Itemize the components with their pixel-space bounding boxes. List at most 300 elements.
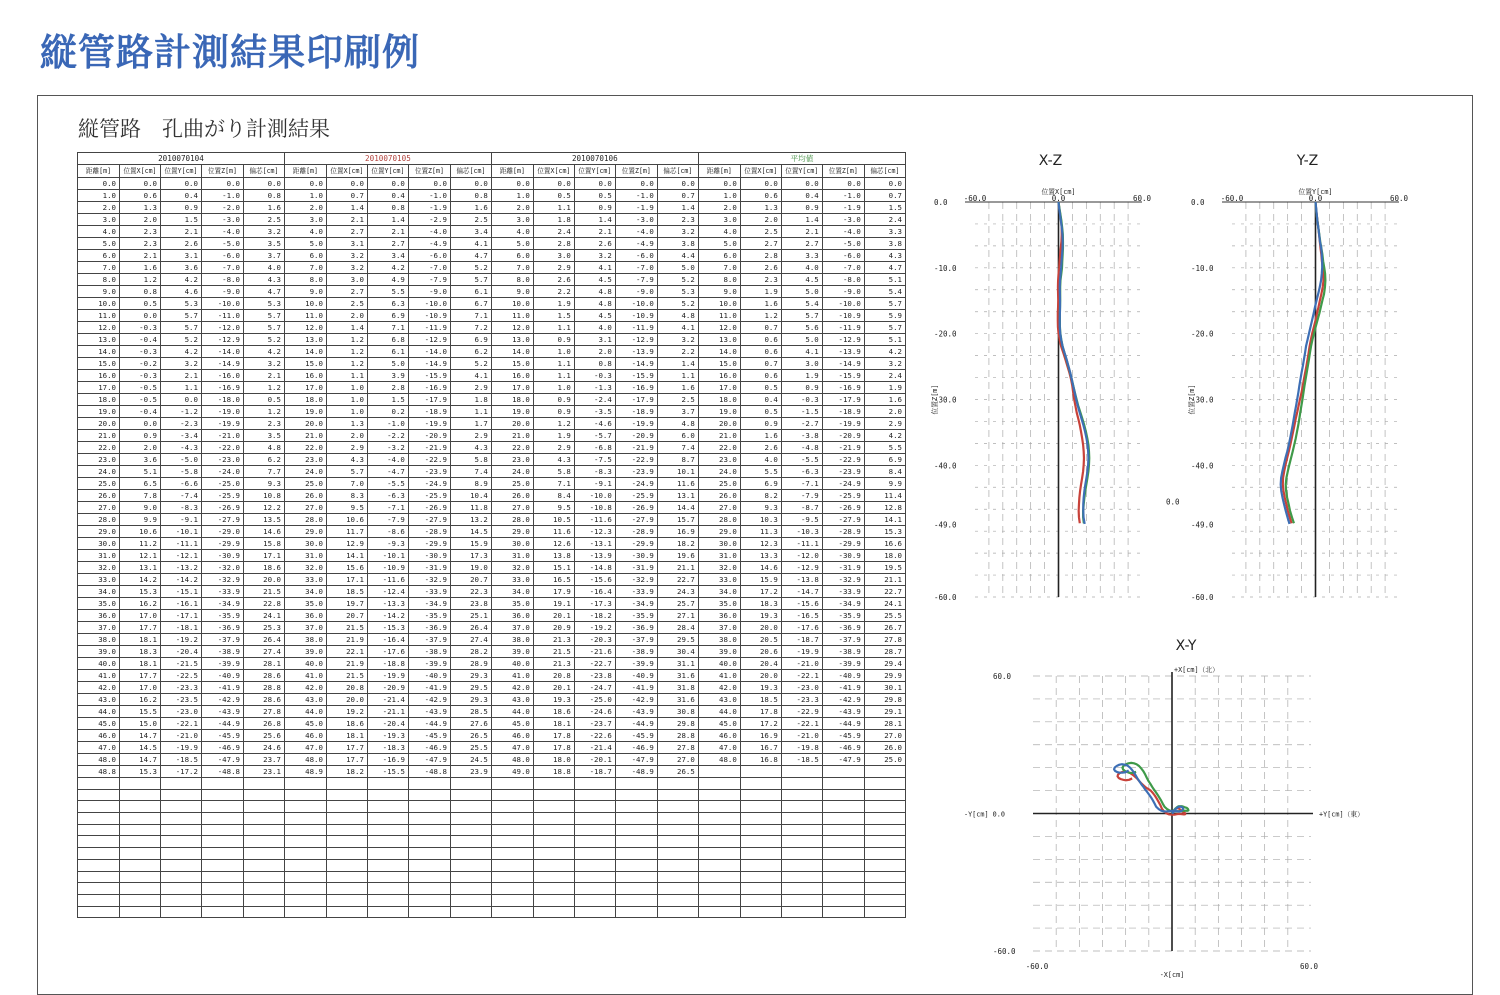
table-cell: [326, 871, 367, 883]
table-cell: [740, 789, 781, 801]
table-cell: -0.5: [120, 382, 161, 394]
table-cell: 0.0: [326, 178, 367, 190]
measurement-table-container: [77, 152, 906, 918]
table-cell: 9.0: [78, 286, 120, 298]
table-cell: -5.8: [160, 466, 201, 478]
table-cell: 14.0: [491, 346, 533, 358]
table-cell: -7.4: [160, 490, 201, 502]
table-cell: 19.2: [326, 706, 367, 718]
table-cell: 9.9: [120, 514, 161, 526]
table-cell: 12.6: [533, 538, 574, 550]
table-cell: -24.0: [201, 466, 243, 478]
table-cell: 12.9: [326, 538, 367, 550]
table-cell: 4.1: [657, 322, 698, 334]
table-cell: -11.9: [408, 322, 450, 334]
table-cell: 0.0: [120, 310, 161, 322]
table-cell: -21.9: [615, 442, 657, 454]
table-cell: -42.9: [615, 694, 657, 706]
table-cell: 4.8: [574, 286, 615, 298]
table-cell: 1.4: [781, 214, 822, 226]
table-cell: -1.3: [574, 382, 615, 394]
tick-label: 0.0: [1308, 194, 1323, 203]
table-cell: 3.2: [657, 226, 698, 238]
table-cell: 1.0: [698, 190, 740, 202]
table-cell: [657, 871, 698, 883]
table-cell: 42.0: [491, 682, 533, 694]
table-cell: [781, 906, 822, 918]
table-cell: 23.0: [698, 454, 740, 466]
table-row: [78, 526, 906, 538]
table-cell: 11.0: [698, 310, 740, 322]
table-cell: -13.9: [574, 550, 615, 562]
table-cell: 42.0: [698, 682, 740, 694]
table-cell: 9.3: [243, 478, 284, 490]
table-row: [78, 778, 906, 790]
table-cell: 21.0: [491, 430, 533, 442]
table-cell: -6.0: [822, 250, 864, 262]
table-cell: 0.7: [864, 190, 905, 202]
table-cell: 18.0: [864, 550, 905, 562]
table-cell: 20.0: [491, 418, 533, 430]
table-cell: 0.0: [864, 178, 905, 190]
table-cell: [450, 871, 491, 883]
table-cell: 6.2: [450, 346, 491, 358]
table-cell: -12.9: [781, 562, 822, 574]
table-cell: 18.2: [326, 766, 367, 778]
table-cell: [120, 824, 161, 836]
table-cell: -3.5: [574, 406, 615, 418]
table-cell: [78, 848, 120, 860]
table-cell: -9.5: [781, 514, 822, 526]
table-cell: [657, 801, 698, 813]
table-cell: 15.0: [284, 358, 326, 370]
table-cell: 21.0: [78, 430, 120, 442]
table-cell: -22.1: [781, 670, 822, 682]
table-cell: 2.0: [78, 202, 120, 214]
table-cell: 7.1: [367, 322, 408, 334]
table-cell: 4.0: [740, 454, 781, 466]
table-cell: 45.0: [78, 718, 120, 730]
table-cell: -46.9: [201, 742, 243, 754]
table-cell: -3.0: [201, 214, 243, 226]
table-cell: -25.9: [615, 490, 657, 502]
table-cell: [367, 894, 408, 906]
table-cell: 0.0: [284, 178, 326, 190]
table-cell: [740, 766, 781, 778]
table-cell: 10.0: [284, 298, 326, 310]
table-cell: -3.2: [367, 442, 408, 454]
table-cell: [201, 883, 243, 895]
table-cell: 0.9: [781, 382, 822, 394]
table-cell: 3.0: [78, 214, 120, 226]
table-cell: 2.7: [740, 238, 781, 250]
column-header: 位置X[cm]: [326, 165, 367, 178]
table-row: [78, 442, 906, 454]
table-cell: [243, 801, 284, 813]
table-cell: 26.0: [864, 742, 905, 754]
table-cell: [367, 848, 408, 860]
table-cell: 8.9: [450, 478, 491, 490]
table-cell: 17.3: [450, 550, 491, 562]
table-cell: -12.1: [160, 550, 201, 562]
tick-label: 60.0: [1389, 194, 1409, 203]
table-cell: -42.9: [201, 694, 243, 706]
table-cell: -6.3: [781, 466, 822, 478]
table-cell: 27.8: [243, 706, 284, 718]
table-cell: -4.0: [615, 226, 657, 238]
table-cell: -33.9: [822, 586, 864, 598]
table-cell: 16.0: [78, 370, 120, 382]
table-cell: 0.8: [243, 190, 284, 202]
table-cell: -13.8: [781, 574, 822, 586]
table-cell: 30.1: [864, 682, 905, 694]
table-cell: 1.6: [450, 202, 491, 214]
table-cell: 7.0: [284, 262, 326, 274]
table-cell: 4.9: [367, 274, 408, 286]
table-cell: 1.0: [533, 346, 574, 358]
table-cell: 5.2: [657, 274, 698, 286]
table-cell: [740, 848, 781, 860]
table-cell: -28.9: [822, 526, 864, 538]
table-cell: 49.0: [491, 766, 533, 778]
table-cell: 29.0: [491, 526, 533, 538]
table-cell: -11.6: [574, 514, 615, 526]
table-cell: -21.0: [201, 430, 243, 442]
table-cell: [367, 778, 408, 790]
table-cell: -7.9: [367, 514, 408, 526]
table-cell: [201, 778, 243, 790]
table-cell: 28.8: [657, 730, 698, 742]
table-cell: [781, 883, 822, 895]
table-cell: 3.2: [160, 358, 201, 370]
table-cell: -30.9: [615, 550, 657, 562]
table-cell: 1.3: [120, 202, 161, 214]
tick-label: -60.0: [1220, 194, 1244, 203]
table-row: [78, 514, 906, 526]
table-cell: [367, 801, 408, 813]
table-cell: 4.8: [574, 298, 615, 310]
table-cell: 20.0: [78, 418, 120, 430]
table-cell: [450, 789, 491, 801]
table-cell: -18.7: [781, 634, 822, 646]
table-cell: 2.7: [367, 238, 408, 250]
table-cell: 8.0: [698, 274, 740, 286]
table-cell: 12.8: [864, 502, 905, 514]
table-cell: 45.0: [698, 718, 740, 730]
table-cell: 35.0: [78, 598, 120, 610]
axis-label: +X[cm]（北）: [1174, 666, 1219, 674]
page-main-title: 縦管路計測結果印刷例: [40, 31, 420, 74]
table-cell: 10.0: [78, 298, 120, 310]
table-cell: 8.0: [78, 274, 120, 286]
table-cell: 6.0: [698, 250, 740, 262]
table-cell: 20.1: [533, 682, 574, 694]
table-cell: 19.7: [326, 598, 367, 610]
table-cell: 46.0: [491, 730, 533, 742]
table-cell: 4.0: [781, 262, 822, 274]
table-cell: [698, 824, 740, 836]
table-cell: 21.0: [698, 430, 740, 442]
table-cell: [740, 801, 781, 813]
table-cell: 8.7: [657, 454, 698, 466]
table-row: [78, 670, 906, 682]
table-cell: -10.9: [822, 310, 864, 322]
table-cell: -6.3: [367, 490, 408, 502]
table-cell: -1.0: [615, 190, 657, 202]
table-cell: 5.0: [698, 238, 740, 250]
table-cell: 4.2: [864, 430, 905, 442]
table-cell: 5.0: [781, 286, 822, 298]
table-cell: [615, 871, 657, 883]
table-cell: [160, 824, 201, 836]
table-cell: [740, 859, 781, 871]
table-cell: 5.2: [450, 358, 491, 370]
table-cell: -43.9: [615, 706, 657, 718]
table-cell: -35.9: [408, 610, 450, 622]
table-cell: 17.8: [533, 742, 574, 754]
table-cell: 13.0: [698, 334, 740, 346]
table-cell: -38.9: [615, 646, 657, 658]
table-cell: 35.0: [491, 598, 533, 610]
table-cell: -15.9: [822, 370, 864, 382]
table-cell: [740, 824, 781, 836]
table-cell: -18.1: [160, 622, 201, 634]
table-cell: -12.0: [201, 322, 243, 334]
table-cell: 5.7: [864, 322, 905, 334]
table-cell: 5.7: [326, 466, 367, 478]
table-cell: 23.7: [243, 754, 284, 766]
table-cell: 32.0: [78, 562, 120, 574]
table-cell: -40.9: [615, 670, 657, 682]
table-cell: 3.2: [243, 226, 284, 238]
table-cell: 6.7: [450, 298, 491, 310]
table-cell: 8.2: [740, 490, 781, 502]
table-cell: 9.0: [698, 286, 740, 298]
table-cell: 16.7: [740, 742, 781, 754]
table-cell: 1.2: [533, 418, 574, 430]
table-cell: -17.6: [781, 622, 822, 634]
tick-label: -60.0: [1191, 593, 1214, 602]
table-cell: 10.3: [740, 514, 781, 526]
table-cell: 2.1: [367, 226, 408, 238]
table-cell: 1.1: [450, 406, 491, 418]
table-cell: -45.9: [615, 730, 657, 742]
table-cell: -15.6: [574, 574, 615, 586]
table-cell: 10.8: [243, 490, 284, 502]
table-cell: 3.2: [243, 358, 284, 370]
table-cell: 2.6: [160, 238, 201, 250]
table-cell: -2.0: [201, 202, 243, 214]
table-cell: [822, 883, 864, 895]
table-cell: -48.9: [615, 766, 657, 778]
table-cell: -0.3: [574, 370, 615, 382]
table-cell: 11.4: [864, 490, 905, 502]
table-cell: [408, 871, 450, 883]
table-row: [78, 226, 906, 238]
table-cell: 8.0: [284, 274, 326, 286]
table-cell: [450, 894, 491, 906]
table-cell: 30.0: [284, 538, 326, 550]
table-cell: 3.9: [367, 370, 408, 382]
table-cell: -4.0: [201, 226, 243, 238]
table-row: [78, 766, 906, 778]
table-cell: 18.3: [120, 646, 161, 658]
table-cell: 41.0: [698, 670, 740, 682]
table-cell: 20.0: [740, 622, 781, 634]
table-cell: 17.8: [740, 706, 781, 718]
table-cell: 3.0: [284, 214, 326, 226]
table-cell: 14.7: [120, 754, 161, 766]
table-cell: -16.9: [367, 754, 408, 766]
table-cell: -16.4: [367, 634, 408, 646]
table-cell: -20.9: [367, 682, 408, 694]
table-cell: 18.3: [740, 598, 781, 610]
table-cell: [243, 848, 284, 860]
table-cell: [657, 894, 698, 906]
table-cell: -40.9: [822, 670, 864, 682]
table-cell: 17.2: [740, 718, 781, 730]
tick-label: -10.0: [1191, 263, 1214, 273]
table-cell: [822, 848, 864, 860]
table-cell: 20.7: [450, 574, 491, 586]
column-header: 距離[m]: [491, 165, 533, 178]
table-cell: -10.8: [574, 502, 615, 514]
table-cell: -18.3: [367, 742, 408, 754]
table-cell: [408, 883, 450, 895]
table-cell: [533, 894, 574, 906]
table-row: [78, 836, 906, 848]
table-cell: 21.0: [284, 430, 326, 442]
table-row: [78, 550, 906, 562]
table-cell: 18.8: [533, 766, 574, 778]
table-cell: -35.9: [615, 610, 657, 622]
table-cell: -21.0: [160, 730, 201, 742]
table-cell: 27.0: [284, 502, 326, 514]
table-cell: 0.0: [615, 178, 657, 190]
table-cell: -19.9: [201, 418, 243, 430]
table-cell: [740, 871, 781, 883]
dataset-header: 2010070104: [78, 153, 285, 165]
table-cell: -47.9: [201, 754, 243, 766]
table-cell: [864, 848, 905, 860]
table-cell: -22.9: [408, 454, 450, 466]
table-cell: 21.5: [243, 586, 284, 598]
table-cell: [160, 906, 201, 918]
table-cell: 0.0: [120, 418, 161, 430]
table-cell: -11.0: [201, 310, 243, 322]
table-cell: 3.0: [698, 214, 740, 226]
table-cell: 10.0: [698, 298, 740, 310]
table-cell: 18.5: [740, 694, 781, 706]
table-cell: 20.5: [740, 634, 781, 646]
table-cell: 27.4: [243, 646, 284, 658]
table-cell: 1.8: [450, 394, 491, 406]
table-cell: 11.0: [284, 310, 326, 322]
table-cell: 30.4: [657, 646, 698, 658]
table-cell: 14.1: [326, 550, 367, 562]
table-cell: [491, 906, 533, 918]
table-cell: 31.0: [78, 550, 120, 562]
table-cell: 22.7: [657, 574, 698, 586]
table-cell: [781, 813, 822, 825]
table-cell: -27.9: [615, 514, 657, 526]
table-cell: 40.0: [284, 658, 326, 670]
table-cell: 5.4: [864, 286, 905, 298]
table-cell: -32.9: [408, 574, 450, 586]
table-cell: -13.9: [822, 346, 864, 358]
table-group-header-row: [78, 153, 906, 165]
table-cell: [160, 859, 201, 871]
table-cell: 15.9: [450, 538, 491, 550]
table-cell: 5.2: [450, 262, 491, 274]
table-cell: 2.1: [781, 226, 822, 238]
table-cell: 0.8: [120, 286, 161, 298]
table-cell: 4.2: [243, 346, 284, 358]
table-cell: [864, 906, 905, 918]
table-cell: 32.0: [284, 562, 326, 574]
table-cell: 18.1: [533, 718, 574, 730]
table-cell: 31.8: [657, 682, 698, 694]
table-cell: 48.9: [284, 766, 326, 778]
table-cell: [491, 778, 533, 790]
table-cell: -8.0: [201, 274, 243, 286]
table-cell: [367, 906, 408, 918]
table-cell: -4.7: [367, 466, 408, 478]
table-cell: -4.0: [408, 226, 450, 238]
table-cell: -18.8: [367, 658, 408, 670]
table-cell: [822, 836, 864, 848]
table-cell: -22.1: [160, 718, 201, 730]
table-cell: 28.0: [491, 514, 533, 526]
table-cell: 26.0: [284, 490, 326, 502]
table-cell: [822, 813, 864, 825]
table-cell: 2.9: [864, 418, 905, 430]
table-cell: 29.8: [864, 694, 905, 706]
table-cell: [367, 824, 408, 836]
table-cell: -44.9: [408, 718, 450, 730]
table-cell: [78, 871, 120, 883]
table-row: [78, 466, 906, 478]
table-cell: [367, 813, 408, 825]
table-cell: 48.0: [284, 754, 326, 766]
table-cell: 15.1: [533, 562, 574, 574]
table-cell: 1.4: [367, 214, 408, 226]
table-cell: [120, 883, 161, 895]
table-cell: -25.9: [822, 490, 864, 502]
table-cell: [408, 789, 450, 801]
table-cell: [326, 778, 367, 790]
table-cell: 42.0: [78, 682, 120, 694]
table-cell: 12.0: [284, 322, 326, 334]
table-cell: 0.6: [740, 190, 781, 202]
table-cell: 21.5: [326, 622, 367, 634]
table-cell: 25.0: [698, 478, 740, 490]
table-cell: [201, 859, 243, 871]
table-cell: -15.9: [615, 370, 657, 382]
table-cell: 26.0: [78, 490, 120, 502]
table-cell: 6.9: [367, 310, 408, 322]
table-cell: [326, 813, 367, 825]
table-cell: 1.0: [533, 382, 574, 394]
table-cell: 0.5: [120, 298, 161, 310]
table-cell: 16.8: [740, 754, 781, 766]
table-cell: 25.3: [243, 622, 284, 634]
table-cell: -25.9: [408, 490, 450, 502]
table-cell: -12.0: [781, 550, 822, 562]
table-cell: 21.3: [533, 658, 574, 670]
table-cell: -3.8: [781, 430, 822, 442]
table-cell: 11.0: [491, 310, 533, 322]
